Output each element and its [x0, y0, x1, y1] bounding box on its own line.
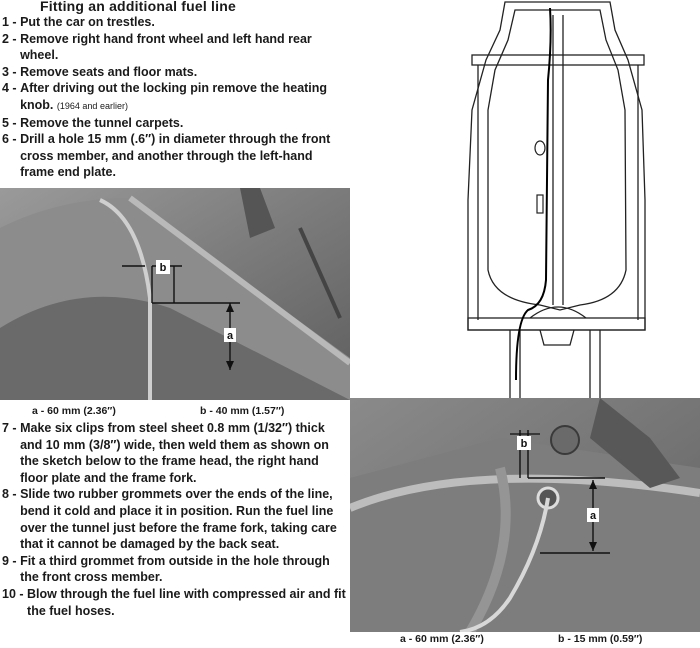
frame-fork-photo — [350, 398, 700, 632]
step-text: Drill a hole 15 mm (.6″) in diameter through the front cross member, and another through the left-hand frame end plate. — [20, 132, 331, 180]
caption-b-2: b - 15 mm (0.59″) — [558, 633, 643, 645]
page-title: Fitting an additional fuel line — [40, 0, 236, 14]
step-text: Remove right hand front wheel and left hand rear wheel. — [20, 31, 312, 63]
step-number: 1 - — [2, 15, 17, 29]
step-text: Remove the tunnel carpets. — [20, 115, 184, 130]
step-number: 8 - — [2, 487, 17, 502]
fuel-filter — [537, 195, 543, 213]
step-text: Blow through the fuel line with compressed air and fit the fuel hoses. — [27, 586, 346, 618]
dimension-label-a: a — [226, 330, 234, 342]
step-number: 3 - — [2, 64, 17, 79]
step-text: After driving out the locking pin remove the heating knob. — [20, 81, 328, 112]
fuel-line — [516, 8, 551, 380]
step-2 — [2, 31, 347, 64]
step-number: 10 - — [2, 586, 24, 601]
step-text: Fit a third grommet from outside in the hole through the front cross member. — [20, 553, 330, 585]
step-number: 5 - — [2, 115, 17, 130]
fuel-tap — [535, 141, 545, 155]
step-8 — [2, 486, 347, 552]
step-number: 7 - — [2, 421, 17, 435]
step-text: Put the car on trestles. — [20, 15, 155, 29]
step-number: 4 - — [2, 81, 17, 96]
dimension-label-b: b — [520, 438, 528, 450]
dimension-label-b: b — [159, 262, 167, 274]
steps-list-bottom — [2, 420, 347, 619]
step-text: Remove seats and floor mats. — [20, 64, 198, 79]
step-10 — [2, 586, 347, 619]
step-4 — [2, 80, 347, 114]
frame-head-photo — [0, 188, 350, 400]
step-number: 2 - — [2, 31, 17, 46]
caption-b-1: b - 40 mm (1.57″) — [200, 405, 285, 417]
step-text: Make six clips from steel sheet 0.8 mm (1/32″) thick and 10 mm (3/8″) wide, then weld them as shown on the sketch below to the frame head, the right hand floor plate and the frame fork. — [20, 421, 329, 485]
step-number: 9 - — [2, 553, 17, 568]
step-6 — [2, 131, 347, 181]
steps-list-top — [2, 14, 347, 181]
caption-a-1: a - 60 mm (2.36″) — [32, 405, 116, 417]
step-1 — [2, 14, 347, 31]
step-note: (1964 and earlier) — [56, 100, 128, 111]
step-3 — [2, 64, 347, 81]
caption-a-2: a - 60 mm (2.36″) — [400, 633, 484, 645]
step-text: Slide two rubber grommets over the ends of the line, bend it cold and place it in position. Run the fuel line over the tunnel just before the frame fork, taking care that it cannot be damaged by the back seat. — [20, 487, 337, 552]
step-7 — [2, 420, 347, 486]
step-number: 6 - — [2, 132, 17, 147]
chassis-diagram — [420, 0, 700, 400]
dimension-label-a: a — [589, 510, 597, 522]
step-9 — [2, 553, 347, 586]
step-5 — [2, 115, 347, 132]
